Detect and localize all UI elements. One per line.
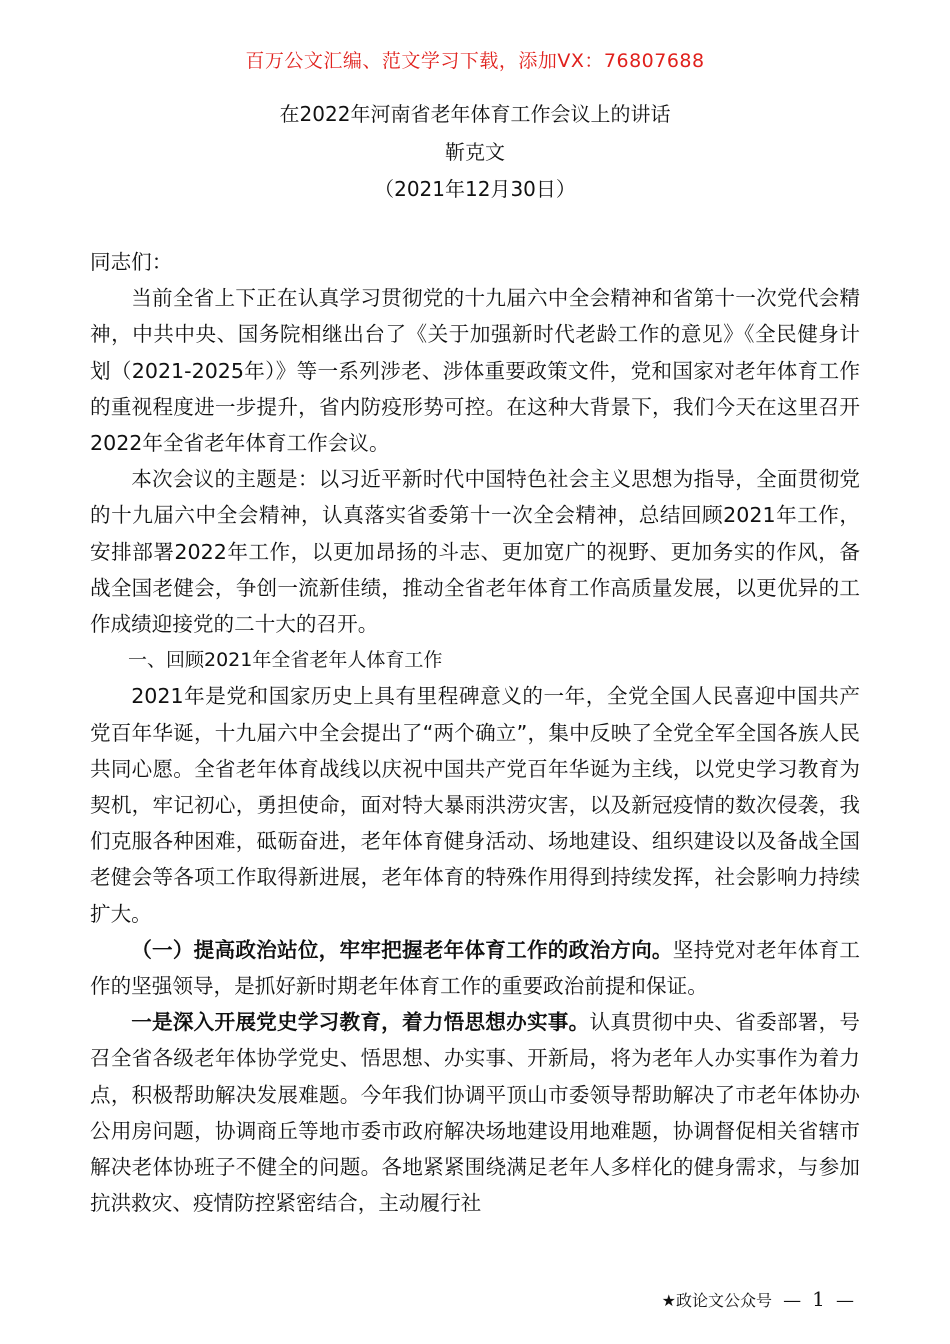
paragraph-5 [90, 1004, 860, 1221]
watermark-text: 百万公文汇编、范文学习下载，添加VX：76807688 [245, 50, 705, 72]
paragraph-5-lead: 一是深入开展党史学习教育，着力悟思想办实事。 [131, 1010, 590, 1035]
page-number: 1 [812, 1287, 825, 1311]
paragraph-4-text: 坚持党对老年体育工作的坚强领导，是抓好新时期老年体育工作的重要政治前提和保证。 [90, 937, 860, 999]
paragraph-3: 2021年是党和国家历史上具有里程碑意义的一年，全党全国人民喜迎中国共产党百年华诞，十九届六中全会提出了“两个确立”，集中反映了全党全军全国各族人民共同心愿。全省老年体育战线以庆祝中国共产党百年华诞为主线，以党史学习教育为契机，牢记初心，勇担使命，面对特大暴雨洪涝灾害，以及新冠疫情的数次侵袭，我们克服各种困难，砥砺奋进，老年体育健身活动、场地建设、组织建设以及备战全国老健会等各项工作取得新进展，老年体育的特殊作用得到持续发挥，社会影响力持续扩大。 [90, 684, 860, 926]
document-title: 在2022年河南省老年体育工作会议上的讲话 [279, 102, 671, 126]
paragraph-5-text: 认真贯彻中央、省委部署，号召全省各级老年体协学党史、悟思想、办实事、开新局，将为老年人办实事作为着力点，积极帮助解决发展难题。今年我们协调平顶山市委领导帮助解决了市老年体协办公用房问题，协调商丘等地市委市政府解决场地建设用地难题，协调督促相关省辖市解决老体协班子不健全的问题。各地紧紧围绕满足老年人多样化的健身需求，与参加抗洪救灾、疫情防控紧密结合，主动履行社 [90, 1010, 861, 1216]
greeting: 同志们： [90, 250, 173, 274]
section-heading-1: 一、回顾2021年全省老年人体育工作 [128, 649, 443, 672]
paragraph-1: 当前全省上下正在认真学习贯彻党的十九届六中全会精神和省第十一次党代会精神，中共中央、国务院相继出台了《关于加强新时代老龄工作的意见》《全民健身计划（2021-2025年）》等一系列涉老、涉体重要政策文件，党和国家对老年体育工作的重视程度进一步提升，省内防疫形势可控。在这种大背景下，我们今天在这里召开2022年全省老年体育工作会议。 [90, 286, 860, 456]
document-author: 靳克文 [445, 140, 505, 164]
document-body [90, 244, 860, 1221]
footer-dash-left: — [783, 1290, 802, 1311]
page-footer [662, 1287, 860, 1311]
paragraph-4 [90, 932, 860, 1004]
document-date: （2021年12月30日） [374, 177, 576, 201]
paragraph-2: 本次会议的主题是：以习近平新时代中国特色社会主义思想为指导，全面贯彻党的十九届六中全会精神，认真落实省委第十一次全会精神，总结回顾2021年工作，安排部署2022年工作，以更加昂扬的斗志、更加宽广的视野、更加务实的作风，备战全国老健会，争创一流新佳绩，推动全省老年体育工作高质量发展，以更优异的工作成绩迎接党的二十大的召开。 [90, 467, 860, 637]
paragraph-4-lead: （一）提高政治站位，牢牢把握老年体育工作的政治方向。 [131, 937, 673, 962]
footer-source: ★政论文公众号 [661, 1291, 772, 1310]
footer-dash-right: — [836, 1290, 854, 1311]
